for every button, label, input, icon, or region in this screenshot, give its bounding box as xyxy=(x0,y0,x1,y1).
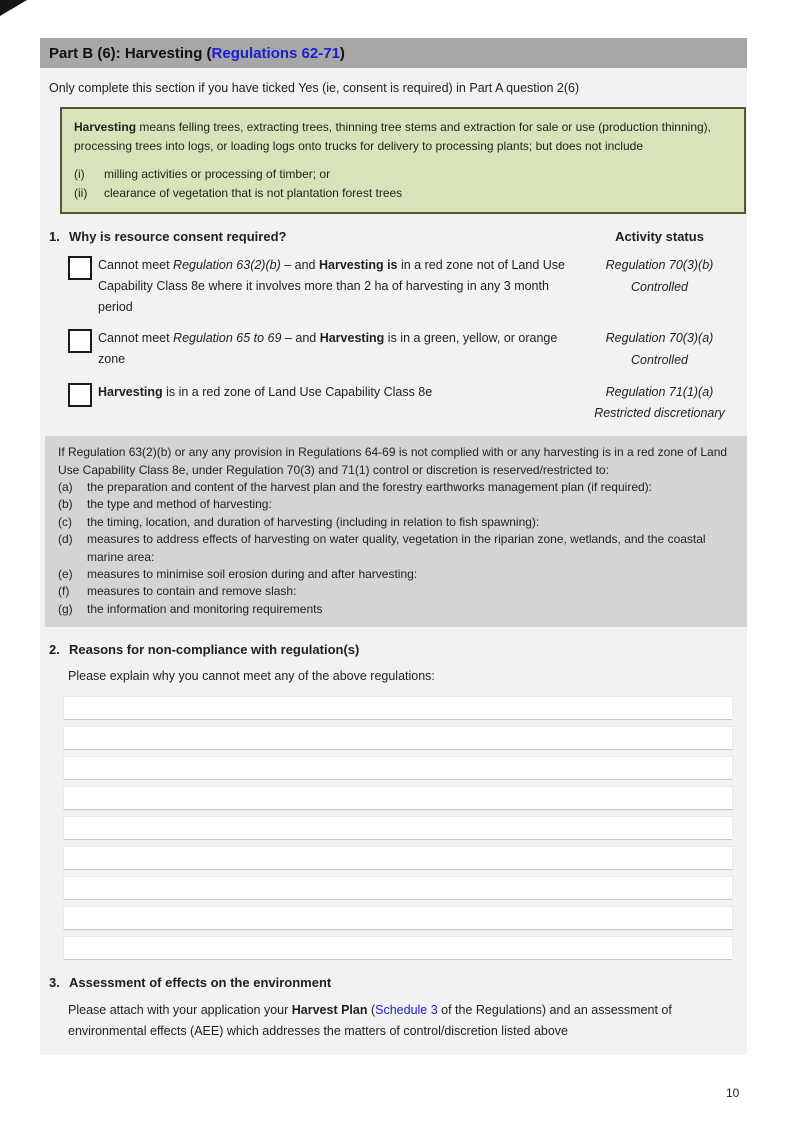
answer-line-input[interactable] xyxy=(63,906,733,930)
status-regulation: Regulation 71(1)(a) xyxy=(605,384,714,399)
control-item-text: measures to address effects of harvesting on water quality, vegetation in the riparian zone, wetlands, and the coastal marine area: xyxy=(87,532,706,564)
question2-heading xyxy=(40,642,747,657)
option-activity-status xyxy=(572,328,747,371)
page-corner-fold-artifact xyxy=(0,0,27,16)
control-item-label: (f) xyxy=(58,584,70,599)
control-item-label: (b) xyxy=(58,497,73,512)
control-item-label: (a) xyxy=(58,480,73,495)
question1-heading xyxy=(40,229,747,244)
option-activity-status xyxy=(572,382,747,425)
status-regulation: Regulation 70(3)(a) xyxy=(605,331,714,346)
control-matter-item xyxy=(58,479,734,496)
option-checkbox[interactable] xyxy=(68,329,92,353)
control-box-intro: If Regulation 63(2)(b) or any any provision in Regulations 64-69 is not complied with or any harvesting is in a red zone of Land Use Capability Class 8e, under Regulation 70(3) and 71(1) control or discretion is reserved/restricted to: xyxy=(58,445,728,477)
section-header xyxy=(40,38,747,68)
answer-line-input[interactable] xyxy=(63,726,733,750)
section-intro-note: Only complete this section if you have ticked Yes (ie, consent is required) in Part A question 2(6) xyxy=(49,81,580,95)
control-matters-list xyxy=(58,479,734,618)
control-matter-item xyxy=(58,531,734,566)
control-item-label: (d) xyxy=(58,532,73,547)
control-matter-item xyxy=(58,514,734,531)
control-matter-item xyxy=(58,583,734,600)
definition-exclusion-item xyxy=(74,165,732,184)
status-regulation: Regulation 70(3)(b) xyxy=(605,258,714,273)
question3-title: Assessment of effects on the environment xyxy=(69,975,332,991)
control-item-text: the timing, location, and duration of harvesting (including in relation to fish spawning): xyxy=(87,514,540,529)
control-matter-item xyxy=(58,566,734,583)
answer-line-input[interactable] xyxy=(63,936,733,960)
definition-item-text: milling activities or processing of timber; or xyxy=(104,167,331,182)
option-activity-status xyxy=(572,255,747,298)
harvesting-definition-box xyxy=(60,107,746,214)
option-checkbox[interactable] xyxy=(68,256,92,280)
answer-line-input[interactable] xyxy=(63,876,733,900)
section-title-regulations-link[interactable]: Regulations 62-71 xyxy=(211,44,340,62)
section-title-suffix: ) xyxy=(339,44,345,62)
definition-item-label: (ii) xyxy=(74,185,88,200)
status-classification: Controlled xyxy=(631,352,688,367)
answer-line-input[interactable] xyxy=(63,756,733,780)
control-item-label: (g) xyxy=(58,601,73,616)
question2-number: 2. xyxy=(49,642,60,658)
control-item-text: the information and monitoring requirements xyxy=(87,601,323,616)
consent-option-row xyxy=(40,255,747,317)
section-title-prefix: Part B (6): Harvesting ( xyxy=(49,44,212,62)
control-discretion-box xyxy=(45,436,747,627)
question1-title: Why is resource consent required? xyxy=(69,229,287,245)
definition-exclusion-item xyxy=(74,184,732,203)
option-checkbox[interactable] xyxy=(68,383,92,407)
answer-line-input[interactable] xyxy=(63,816,733,840)
status-classification: Controlled xyxy=(631,279,688,294)
answer-line-input[interactable] xyxy=(63,786,733,810)
question2-title: Reasons for non-compliance with regulation(s) xyxy=(69,642,360,658)
definition-exclusion-list xyxy=(74,165,732,202)
control-item-text: the type and method of harvesting: xyxy=(87,497,272,512)
definition-item-label: (i) xyxy=(74,167,85,182)
question2-prompt: Please explain why you cannot meet any of the above regulations: xyxy=(68,669,435,684)
option-text: Cannot meet Regulation 65 to 69 – and Harvesting is in a green, yellow, or orange zone xyxy=(98,331,558,366)
question1-number: 1. xyxy=(49,229,60,245)
activity-status-header: Activity status xyxy=(615,229,704,245)
consent-option-row xyxy=(40,328,747,371)
control-item-label: (c) xyxy=(58,514,72,529)
consent-option-row xyxy=(40,382,747,425)
answer-line-input[interactable] xyxy=(63,846,733,870)
definition-paragraph: Harvesting means felling trees, extracting trees, thinning tree stems and extraction for sale or use (production thinning), processing trees into logs, or loading logs onto trucks for delivery to processing plants; but does not include xyxy=(74,120,711,153)
answer-line-input[interactable] xyxy=(63,696,733,720)
question3-number: 3. xyxy=(49,975,60,991)
control-item-text: the preparation and content of the harvest plan and the forestry earthworks management plan (if required): xyxy=(87,480,652,495)
control-item-label: (e) xyxy=(58,566,73,581)
status-classification: Restricted discretionary xyxy=(594,406,725,420)
control-item-text: measures to minimise soil erosion during and after harvesting: xyxy=(87,566,418,581)
answer-lines xyxy=(63,696,733,960)
option-text: Cannot meet Regulation 63(2)(b) – and Harvesting is in a red zone not of Land Use Capability Class 8e where it involves more than 2 ha of harvesting in any 3 month period xyxy=(98,258,565,314)
control-matter-item xyxy=(58,601,734,618)
definition-item-text: clearance of vegetation that is not plantation forest trees xyxy=(104,185,403,200)
option-text: Harvesting is in a red zone of Land Use Capability Class 8e xyxy=(98,384,433,399)
question3-heading xyxy=(40,975,747,990)
control-item-text: measures to contain and remove slash: xyxy=(87,584,297,599)
page-number: 10 xyxy=(726,1086,740,1100)
form-section-panel xyxy=(40,38,747,1055)
control-matter-item xyxy=(58,496,734,513)
question3-instructions: Please attach with your application your Harvest Plan (Schedule 3 of the Regulations) and an assessment of environmental effects (AEE) which addresses the matters of control/discretion listed above xyxy=(68,1003,672,1038)
